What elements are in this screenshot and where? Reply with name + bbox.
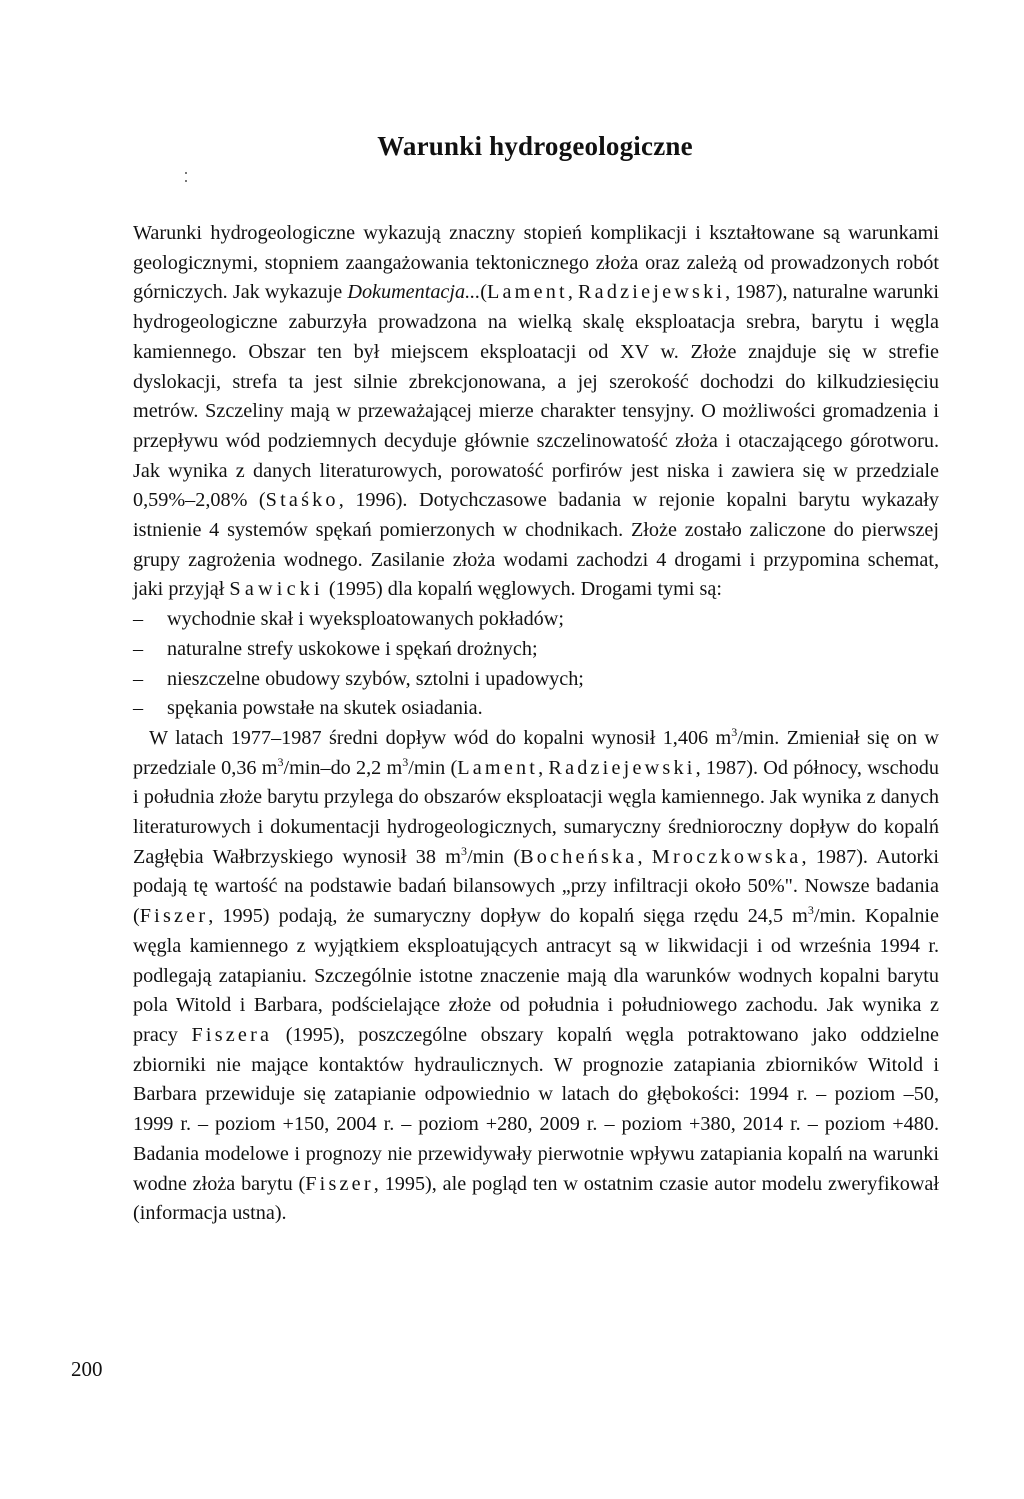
- author-name: Lament: [457, 756, 539, 779]
- author-name: Fiszera: [191, 1023, 273, 1046]
- author-name: Bocheńska: [520, 845, 638, 868]
- text-run: , 1996). Dotychczasowe badania w rejonie kopalni barytu wykazały istnienie 4 systemów spękań pomierzonych w chodnikach. Złoże zostało zaliczone do pierwszej grupy zagrożenia wodnego. Zasilanie złoża wodami zachodzi 4 drogami i przypomina schemat, jaki przyjął: [133, 489, 939, 601]
- body-text: [133, 219, 939, 1229]
- author-name: Radziejewski: [578, 281, 726, 304]
- scan-speck-marks: [185, 172, 187, 192]
- superscript: 3: [731, 724, 738, 739]
- author-name: Staśko: [265, 489, 339, 512]
- text-run: /min. Zmieniał się on w przedziale 0,36 m: [133, 726, 939, 779]
- text-run: /min–do 2,2 m: [283, 756, 403, 779]
- list-dash: –: [133, 697, 144, 720]
- text-run: (1995), poszczególne obszary kopalń węgla potraktowano jako oddzielne zbiorniki nie mające kontaktów hydraulicznych. W prognozie zatapiania zbiorników Witold i Barbara przewiduje się zatapianie odpowiednio w latach do głębokości: 1994 r. – poziom –50, 1999 r. – poziom +150, 2004 r. – poziom +280, 2009 r. – poziom +380, 2014 r. – poziom +480. Badania modelowe i prognozy nie przewidywały pierwotnie wpływu zatapiania kopalń na warunki wodne złoża barytu (: [133, 1023, 939, 1195]
- list-item-text: spękania powstałe na skutek osiadania.: [167, 697, 483, 720]
- author-name: Lament: [486, 281, 568, 304]
- paragraph-2: [133, 724, 939, 1229]
- text-run: ,: [538, 756, 549, 779]
- author-name: Mroczkowska: [651, 845, 802, 868]
- paragraph-1: [133, 219, 939, 605]
- author-name: Radziejewski: [548, 756, 696, 779]
- superscript: 3: [807, 903, 814, 918]
- list-item-text: naturalne strefy uskokowe i spękań drożnych;: [167, 637, 538, 660]
- water-routes-list: [133, 605, 939, 724]
- superscript: 3: [461, 843, 467, 858]
- list-item: [133, 665, 939, 695]
- list-dash: –: [133, 637, 144, 660]
- text-run: , 1995), ale pogląd ten w ostatnim czasie autor modelu zweryfikował (informacja ustna).: [133, 1172, 939, 1225]
- text-run: , 1987), naturalne warunki hydrogeologiczne zaburzyła prowadzona na wielką skalę eksploatacja srebra, barytu i węgla kamiennego. Obszar ten był miejscem eksploatacji od XV w. Złoże znajduje się w strefie dyslokacji, strefa ta jest silnie zbrekcjonowana, a jej szerokość dochodzi do kilkudziesięciu metrów. Szczeliny mają w przeważającej mierze charakter tensyjny. O możliwości gromadzenia i przepływu wód podziemnych decyduje głównie szczelinowatość złoża i otaczającego górotworu. Jak wynika z danych literaturowych, porowatość porfirów jest niska i zawiera się w przedziale 0,59%–2,08% (: [133, 281, 939, 512]
- superscript: 3: [277, 754, 284, 769]
- superscript: 3: [402, 754, 409, 769]
- text-run: (1995) dla kopalń węglowych. Drogami tymi są:: [323, 578, 722, 601]
- text-run: /min. Kopalnie węgla kamiennego z wyjątkiem eksploatujących antracyt są w likwidacji i od września 1994 r. podlegają zatapianiu. Szczególnie istotne znaczenie mają dla warunków wodnych kopalni barytu pola Witold i Barbara, podścielające złoże od południa i południowego zachodu. Jak wynika z pracy: [133, 905, 939, 1046]
- citation-title: Dokumentacja...: [347, 281, 481, 304]
- author-name: Sawicki: [229, 578, 324, 601]
- text-run: W latach 1977–1987 średni dopływ wód do kopalni wynosił 1,406 m: [149, 726, 732, 749]
- page-number: 200: [71, 1357, 103, 1381]
- list-item: [133, 694, 939, 724]
- text-run: ,: [567, 281, 579, 304]
- text-run: (: [480, 281, 487, 304]
- text-run: Warunki hydrogeologiczne wykazują znaczny stopień komplikacji i kształtowane są warunkami geologicznymi, stopniem zaangażowania tektonicznego złoża oraz zależą od prowadzonych robót górniczych. Jak wykazuje: [133, 222, 939, 304]
- author-name: Fiszer: [139, 905, 209, 928]
- list-dash: –: [133, 608, 144, 631]
- text-run: , 1995) podają, że sumaryczny dopływ do kopalń sięga rzędu 24,5 m: [208, 905, 808, 928]
- text-run: /min (: [408, 756, 458, 779]
- list-item-text: wychodnie skał i wyeksploatowanych pokładów;: [167, 608, 564, 631]
- page-title: Warunki hydrogeologiczne: [377, 131, 693, 161]
- text-run: , 1987). Autorki podają tę wartość na podstawie badań bilansowych „przy infiltracji około 50%". Nowsze badania (: [133, 845, 939, 928]
- author-name: Fiszer: [305, 1172, 374, 1195]
- list-dash: –: [133, 667, 144, 690]
- text-run: /min (: [467, 845, 521, 868]
- list-item: [133, 635, 939, 665]
- list-item: [133, 605, 939, 635]
- list-item-text: nieszczelne obudowy szybów, sztolni i upadowych;: [167, 667, 584, 690]
- text-run: , 1987). Od północy, wschodu i południa złoże barytu przylega do obszarów eksploatacji węgla kamiennego. Jak wynika z danych literaturowych i dokumentacji hydrogeologicznych, sumaryczny średnioroczny dopływ do kopalń Zagłębia Wałbrzyskiego wynosił 38 m: [133, 756, 939, 868]
- text-run: ,: [637, 845, 652, 868]
